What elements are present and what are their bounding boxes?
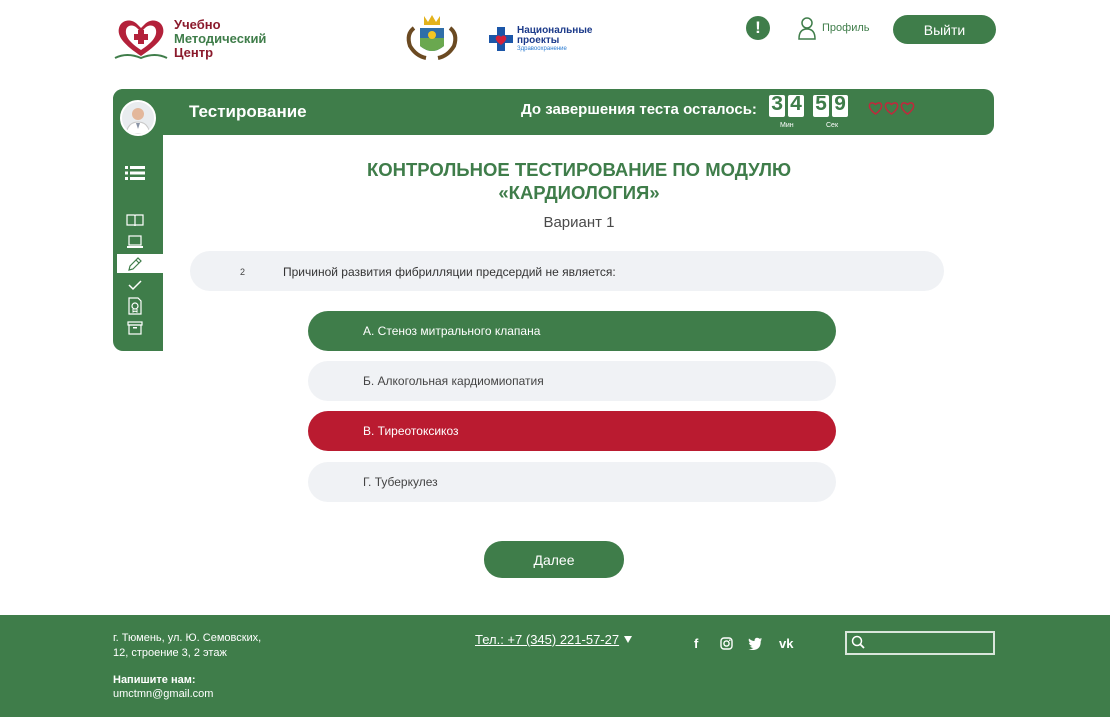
national-projects-logo <box>488 24 598 56</box>
archive-icon[interactable] <box>125 319 145 337</box>
coat-of-arms-icon <box>402 12 462 62</box>
profile-link[interactable] <box>798 16 870 40</box>
heart-icon <box>900 101 915 115</box>
answer-option-c[interactable] <box>308 411 836 451</box>
np-subtitle: Здравоохранение <box>517 46 567 52</box>
answer-label: А. Стеноз митрального клапана <box>363 324 541 338</box>
question-text: Причиной развития фибрилляции предсердий не является: <box>283 265 616 279</box>
pencil-icon[interactable] <box>125 255 145 273</box>
answer-option-a[interactable] <box>308 311 836 351</box>
search-input[interactable] <box>845 631 995 655</box>
heart-icon <box>868 101 883 115</box>
answer-label: В. Тиреотоксикоз <box>363 424 459 438</box>
seconds-digit: 9 <box>833 94 847 117</box>
search-icon <box>851 635 865 649</box>
notification-icon[interactable]: ! <box>746 16 770 40</box>
answer-label: Г. Туберкулез <box>363 475 438 489</box>
lives-indicator <box>868 101 916 115</box>
address-line-1: г. Тюмень, ул. Ю. Семовских, <box>113 632 262 644</box>
write-us-label: Напишите нам: <box>113 674 196 686</box>
check-icon[interactable] <box>125 276 145 294</box>
logo-line-3: Центр <box>174 45 214 60</box>
minutes-digit: 3 <box>770 94 784 117</box>
header <box>0 0 1110 80</box>
logo-heart-icon <box>113 16 169 62</box>
footer <box>0 615 1110 717</box>
health-cross-icon <box>488 26 514 52</box>
vk-icon[interactable]: vk <box>779 636 794 651</box>
avatar[interactable] <box>120 100 156 136</box>
minutes-unit: Мин <box>780 122 794 129</box>
np-title-2: проекты <box>517 35 560 46</box>
next-button[interactable]: Далее <box>484 541 624 578</box>
page-title: Тестирование <box>189 102 307 121</box>
variant-label: Вариант 1 <box>543 214 615 231</box>
user-icon <box>798 16 816 40</box>
profile-label: Профиль <box>822 22 870 34</box>
minutes-digit: 4 <box>789 94 803 117</box>
answer-label: Б. Алкогольная кардиомиопатия <box>363 374 544 388</box>
seconds-digit: 5 <box>814 94 828 117</box>
test-heading-line-2: «КАРДИОЛОГИЯ» <box>498 182 660 203</box>
answer-option-b[interactable] <box>308 361 836 401</box>
logo[interactable] <box>113 16 273 64</box>
doctor-portrait <box>122 102 154 134</box>
menu-icon[interactable] <box>125 164 145 182</box>
timer-label: До завершения теста осталось: <box>521 101 757 118</box>
test-heading-line-1: КОНТРОЛЬНОЕ ТЕСТИРОВАНИЕ ПО МОДУЛЮ <box>366 159 792 180</box>
address-line-2: 12, строение 3, 2 этаж <box>113 647 227 659</box>
chevron-down-icon[interactable] <box>624 636 632 643</box>
answer-option-d[interactable] <box>308 462 836 502</box>
phone-link[interactable]: Тел.: +7 (345) 221-57-27 <box>475 632 620 647</box>
twitter-icon[interactable] <box>748 637 763 650</box>
book-icon[interactable] <box>125 211 145 229</box>
instagram-icon[interactable] <box>720 637 733 650</box>
logo-line-1: Учебно <box>174 17 221 32</box>
question-number: 2 <box>240 267 246 277</box>
test-heading <box>300 158 858 204</box>
laptop-icon[interactable] <box>125 233 145 251</box>
certificate-icon[interactable] <box>125 297 145 315</box>
countdown-timer <box>769 95 851 119</box>
logo-line-2: Методический <box>174 31 267 46</box>
seconds-unit: Сек <box>826 122 839 129</box>
heart-icon <box>884 101 899 115</box>
np-title-1: Национальные <box>517 25 593 36</box>
logout-button[interactable]: Выйти <box>893 15 996 44</box>
email-link[interactable]: umctmn@gmail.com <box>113 688 214 700</box>
facebook-icon[interactable]: f <box>694 636 699 651</box>
